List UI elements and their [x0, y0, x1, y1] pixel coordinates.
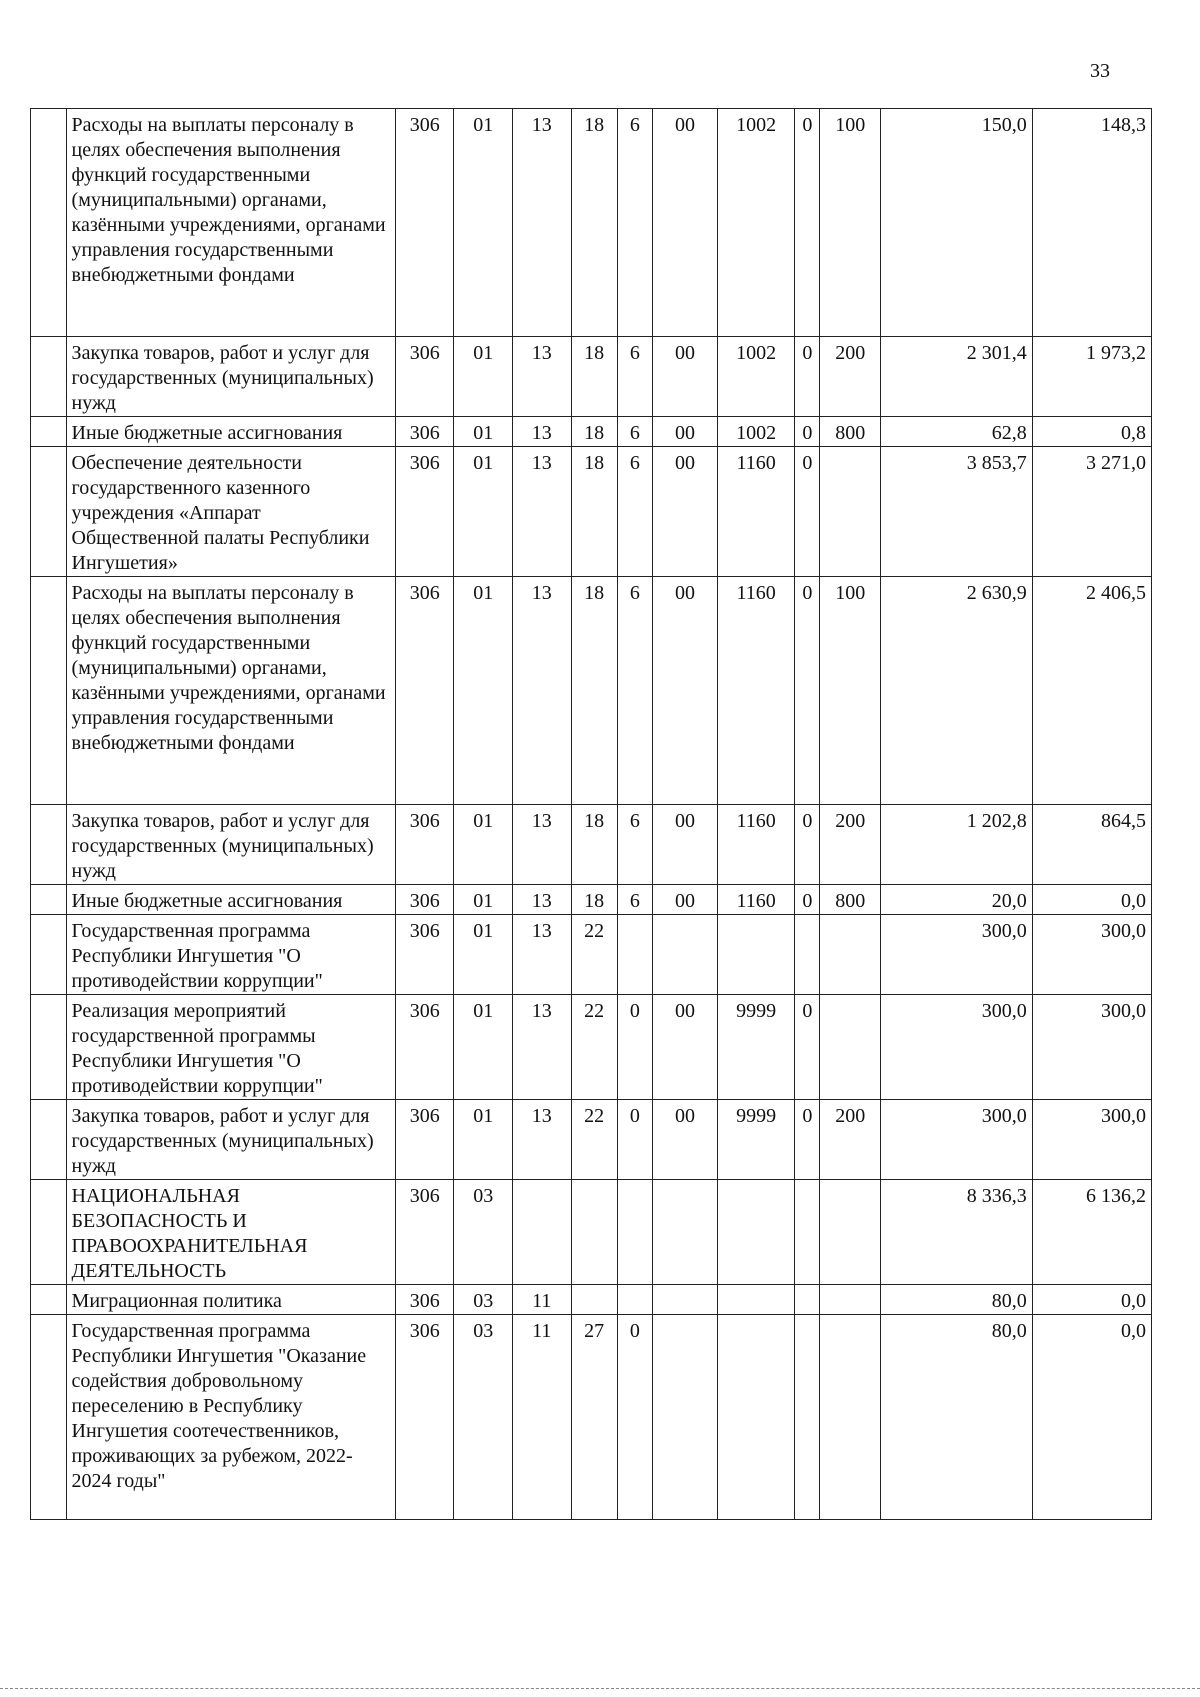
code-cell-5: 6 [617, 805, 653, 885]
table-row [31, 577, 1152, 805]
code-cell-7: 1160 [717, 885, 794, 915]
code-cell-7: 1002 [717, 417, 794, 447]
row-index-cell [31, 1100, 67, 1180]
row-name-cell: Государственная программа Республики Ингушетия "О противодействии коррупции" [66, 915, 395, 995]
row-name-cell: Расходы на выплаты персоналу в целях обеспечения выполнения функций государственными (муниципальными) органами, казёнными учреждениями, органами управления государственными внебюджетными фондами [66, 109, 395, 337]
code-cell-7 [717, 1315, 794, 1520]
code-cell-8 [795, 1285, 820, 1315]
code-cell-2: 03 [454, 1285, 513, 1315]
code-cell-1: 306 [395, 885, 454, 915]
code-cell-6: 00 [653, 337, 718, 417]
row-index-cell [31, 885, 67, 915]
code-cell-6: 00 [653, 995, 718, 1100]
code-cell-3: 13 [513, 805, 572, 885]
row-index-cell [31, 1315, 67, 1520]
code-cell-4: 22 [571, 995, 617, 1100]
code-cell-7 [717, 1285, 794, 1315]
code-cell-3: 11 [513, 1315, 572, 1520]
code-cell-3: 13 [513, 337, 572, 417]
table-row [31, 337, 1152, 417]
amount-actual-cell: 300,0 [1032, 995, 1151, 1100]
code-cell-3: 13 [513, 995, 572, 1100]
code-cell-2: 01 [454, 885, 513, 915]
row-name-cell: Закупка товаров, работ и услуг для государственных (муниципальных) нужд [66, 805, 395, 885]
code-cell-4: 18 [571, 577, 617, 805]
code-cell-6 [653, 1180, 718, 1285]
code-cell-3: 13 [513, 447, 572, 577]
code-cell-8 [795, 915, 820, 995]
amount-plan-cell: 2 630,9 [881, 577, 1033, 805]
row-index-cell [31, 1180, 67, 1285]
row-name-cell: Государственная программа Республики Ингушетия "Оказание содействия добровольному переселению в Республику Ингушетия соотечественников, проживающих за рубежом, 2022-2024 годы" [66, 1315, 395, 1520]
amount-actual-cell: 6 136,2 [1032, 1180, 1151, 1285]
amount-actual-cell: 3 271,0 [1032, 447, 1151, 577]
code-cell-1: 306 [395, 915, 454, 995]
code-cell-2: 01 [454, 915, 513, 995]
amount-plan-cell: 150,0 [881, 109, 1033, 337]
code-cell-1: 306 [395, 1285, 454, 1315]
row-index-cell [31, 995, 67, 1100]
code-cell-5 [617, 1285, 653, 1315]
code-cell-4 [571, 1285, 617, 1315]
code-cell-8: 0 [795, 577, 820, 805]
code-cell-9: 800 [820, 885, 881, 915]
amount-plan-cell: 300,0 [881, 1100, 1033, 1180]
code-cell-9 [820, 995, 881, 1100]
code-cell-1: 306 [395, 447, 454, 577]
code-cell-3: 11 [513, 1285, 572, 1315]
code-cell-4: 18 [571, 109, 617, 337]
page-number: 33 [1090, 60, 1110, 82]
code-cell-1: 306 [395, 417, 454, 447]
code-cell-1: 306 [395, 577, 454, 805]
row-index-cell [31, 447, 67, 577]
table-row [31, 1285, 1152, 1315]
row-index-cell [31, 109, 67, 337]
table-row [31, 447, 1152, 577]
code-cell-8: 0 [795, 995, 820, 1100]
code-cell-1: 306 [395, 109, 454, 337]
amount-actual-cell: 2 406,5 [1032, 577, 1151, 805]
code-cell-6: 00 [653, 417, 718, 447]
code-cell-2: 01 [454, 1100, 513, 1180]
code-cell-6: 00 [653, 1100, 718, 1180]
code-cell-8: 0 [795, 417, 820, 447]
code-cell-6: 00 [653, 109, 718, 337]
code-cell-9: 200 [820, 805, 881, 885]
code-cell-9 [820, 1285, 881, 1315]
amount-plan-cell: 80,0 [881, 1315, 1033, 1520]
table-row [31, 885, 1152, 915]
row-name-cell: Реализация мероприятий государственной программы Республики Ингушетия "О противодействии коррупции" [66, 995, 395, 1100]
code-cell-8: 0 [795, 109, 820, 337]
amount-actual-cell: 300,0 [1032, 1100, 1151, 1180]
code-cell-6: 00 [653, 447, 718, 577]
code-cell-2: 01 [454, 995, 513, 1100]
amount-actual-cell: 0,0 [1032, 885, 1151, 915]
code-cell-6: 00 [653, 805, 718, 885]
amount-plan-cell: 3 853,7 [881, 447, 1033, 577]
table-row [31, 805, 1152, 885]
row-name-cell: Закупка товаров, работ и услуг для государственных (муниципальных) нужд [66, 337, 395, 417]
row-name-cell: Расходы на выплаты персоналу в целях обеспечения выполнения функций государственными (муниципальными) органами, казёнными учреждениями, органами управления государственными внебюджетными фондами [66, 577, 395, 805]
code-cell-3: 13 [513, 885, 572, 915]
code-cell-7: 1160 [717, 805, 794, 885]
table-row [31, 417, 1152, 447]
amount-plan-cell: 2 301,4 [881, 337, 1033, 417]
table-row [31, 915, 1152, 995]
row-name-cell: Иные бюджетные ассигнования [66, 885, 395, 915]
amount-plan-cell: 80,0 [881, 1285, 1033, 1315]
code-cell-2: 01 [454, 417, 513, 447]
code-cell-5: 0 [617, 1100, 653, 1180]
code-cell-9 [820, 1180, 881, 1285]
code-cell-9: 100 [820, 577, 881, 805]
amount-plan-cell: 20,0 [881, 885, 1033, 915]
code-cell-4: 18 [571, 417, 617, 447]
amount-plan-cell: 62,8 [881, 417, 1033, 447]
row-index-cell [31, 805, 67, 885]
code-cell-8: 0 [795, 337, 820, 417]
code-cell-9 [820, 915, 881, 995]
amount-plan-cell: 8 336,3 [881, 1180, 1033, 1285]
code-cell-3: 13 [513, 915, 572, 995]
code-cell-4: 18 [571, 805, 617, 885]
code-cell-3: 13 [513, 1100, 572, 1180]
code-cell-1: 306 [395, 995, 454, 1100]
code-cell-6 [653, 915, 718, 995]
row-index-cell [31, 1285, 67, 1315]
code-cell-5: 0 [617, 1315, 653, 1520]
page-bottom-rule [0, 1688, 1200, 1689]
code-cell-5 [617, 1180, 653, 1285]
code-cell-2: 03 [454, 1315, 513, 1520]
code-cell-5: 6 [617, 109, 653, 337]
code-cell-5: 6 [617, 337, 653, 417]
code-cell-2: 01 [454, 337, 513, 417]
code-cell-4: 18 [571, 885, 617, 915]
row-name-cell: Иные бюджетные ассигнования [66, 417, 395, 447]
table-row [31, 1100, 1152, 1180]
code-cell-7: 1002 [717, 337, 794, 417]
code-cell-6: 00 [653, 577, 718, 805]
code-cell-7: 9999 [717, 995, 794, 1100]
code-cell-1: 306 [395, 1180, 454, 1285]
code-cell-9 [820, 1315, 881, 1520]
code-cell-3: 13 [513, 577, 572, 805]
code-cell-6 [653, 1285, 718, 1315]
code-cell-4: 22 [571, 1100, 617, 1180]
amount-actual-cell: 148,3 [1032, 109, 1151, 337]
amount-plan-cell: 1 202,8 [881, 805, 1033, 885]
table-body [31, 109, 1152, 1520]
amount-actual-cell: 0,0 [1032, 1315, 1151, 1520]
row-name-cell: НАЦИОНАЛЬНАЯ БЕЗОПАСНОСТЬ И ПРАВООХРАНИТЕЛЬНАЯ ДЕЯТЕЛЬНОСТЬ [66, 1180, 395, 1285]
row-name-cell: Закупка товаров, работ и услуг для государственных (муниципальных) нужд [66, 1100, 395, 1180]
code-cell-3: 13 [513, 417, 572, 447]
code-cell-2: 01 [454, 109, 513, 337]
code-cell-8: 0 [795, 885, 820, 915]
code-cell-4 [571, 1180, 617, 1285]
amount-actual-cell: 1 973,2 [1032, 337, 1151, 417]
code-cell-7: 1160 [717, 577, 794, 805]
code-cell-8 [795, 1180, 820, 1285]
code-cell-5: 6 [617, 885, 653, 915]
code-cell-4: 27 [571, 1315, 617, 1520]
code-cell-9: 200 [820, 337, 881, 417]
row-index-cell [31, 337, 67, 417]
table-row [31, 1315, 1152, 1520]
code-cell-2: 03 [454, 1180, 513, 1285]
code-cell-4: 18 [571, 447, 617, 577]
code-cell-9 [820, 447, 881, 577]
code-cell-5: 6 [617, 417, 653, 447]
table-row [31, 109, 1152, 337]
code-cell-7: 9999 [717, 1100, 794, 1180]
amount-plan-cell: 300,0 [881, 995, 1033, 1100]
amount-actual-cell: 864,5 [1032, 805, 1151, 885]
code-cell-7 [717, 915, 794, 995]
code-cell-1: 306 [395, 1100, 454, 1180]
code-cell-4: 18 [571, 337, 617, 417]
amount-actual-cell: 0,8 [1032, 417, 1151, 447]
code-cell-7: 1160 [717, 447, 794, 577]
code-cell-2: 01 [454, 577, 513, 805]
amount-actual-cell: 300,0 [1032, 915, 1151, 995]
code-cell-5: 6 [617, 447, 653, 577]
code-cell-8 [795, 1315, 820, 1520]
code-cell-5: 0 [617, 995, 653, 1100]
code-cell-5: 6 [617, 577, 653, 805]
amount-plan-cell: 300,0 [881, 915, 1033, 995]
code-cell-7 [717, 1180, 794, 1285]
table-row [31, 995, 1152, 1100]
code-cell-8: 0 [795, 447, 820, 577]
code-cell-6: 00 [653, 885, 718, 915]
code-cell-8: 0 [795, 1100, 820, 1180]
code-cell-4: 22 [571, 915, 617, 995]
code-cell-6 [653, 1315, 718, 1520]
code-cell-7: 1002 [717, 109, 794, 337]
code-cell-9: 200 [820, 1100, 881, 1180]
table-row [31, 1180, 1152, 1285]
row-index-cell [31, 915, 67, 995]
row-index-cell [31, 417, 67, 447]
code-cell-5 [617, 915, 653, 995]
code-cell-9: 100 [820, 109, 881, 337]
code-cell-1: 306 [395, 805, 454, 885]
code-cell-9: 800 [820, 417, 881, 447]
code-cell-3: 13 [513, 109, 572, 337]
code-cell-8: 0 [795, 805, 820, 885]
budget-table [30, 108, 1152, 1520]
row-name-cell: Миграционная политика [66, 1285, 395, 1315]
code-cell-1: 306 [395, 337, 454, 417]
code-cell-3 [513, 1180, 572, 1285]
row-name-cell: Обеспечение деятельности государственного казенного учреждения «Аппарат Общественной палаты Республики Ингушетия» [66, 447, 395, 577]
row-index-cell [31, 577, 67, 805]
code-cell-2: 01 [454, 447, 513, 577]
code-cell-1: 306 [395, 1315, 454, 1520]
code-cell-2: 01 [454, 805, 513, 885]
amount-actual-cell: 0,0 [1032, 1285, 1151, 1315]
